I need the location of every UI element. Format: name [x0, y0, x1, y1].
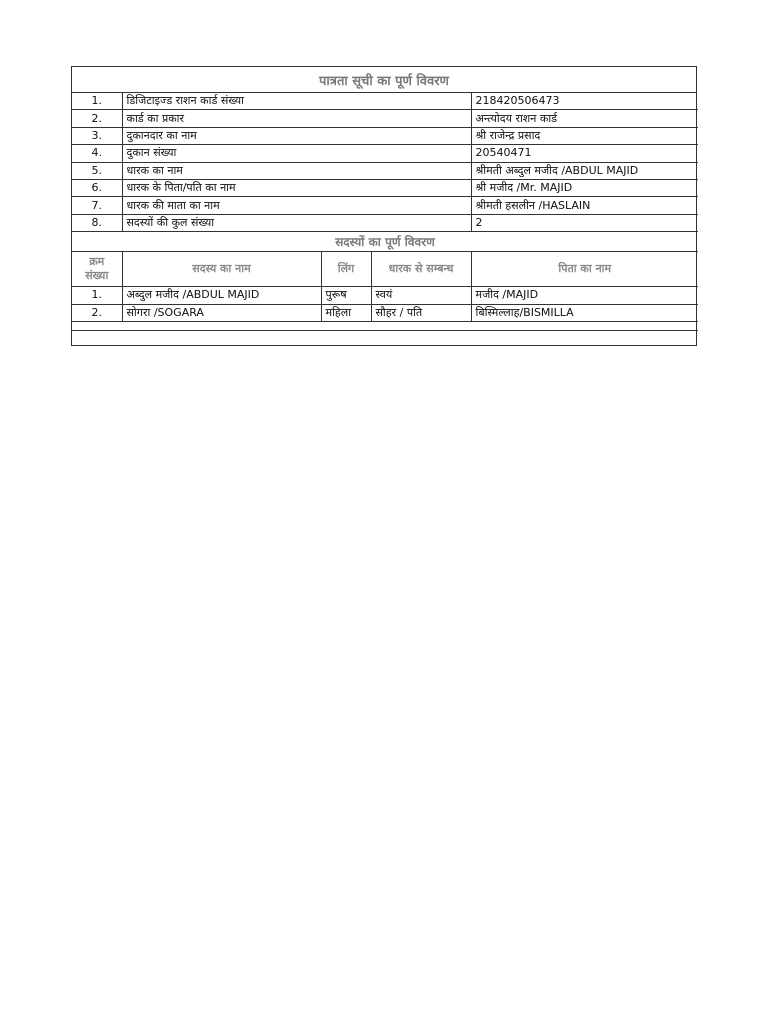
- header-member-name: सदस्य का नाम: [122, 252, 321, 287]
- detail-num: 5.: [72, 162, 122, 179]
- detail-num: 3.: [72, 127, 122, 144]
- detail-label: दुकानदार का नाम: [122, 127, 471, 144]
- detail-label: धारक के पिता/पति का नाम: [122, 179, 471, 196]
- detail-num: 4.: [72, 145, 122, 162]
- detail-row: [72, 93, 698, 110]
- detail-num: 8.: [72, 214, 122, 231]
- detail-value: श्री मजीद /Mr. MAJID: [471, 179, 698, 196]
- detail-label: धारक का नाम: [122, 162, 471, 179]
- members-header-row: [72, 252, 698, 287]
- detail-label: सदस्यों की कुल संख्या: [122, 214, 471, 231]
- detail-value: श्रीमती हसलीन /HASLAIN: [471, 197, 698, 214]
- members-section-row: [72, 232, 698, 252]
- member-num: 1.: [72, 287, 122, 304]
- detail-label: धारक की माता का नाम: [122, 197, 471, 214]
- detail-value: श्रीमती अब्दुल मजीद /ABDUL MAJID: [471, 162, 698, 179]
- blank-cell: [72, 321, 698, 330]
- detail-num: 1.: [72, 93, 122, 110]
- member-relation: सौहर / पति: [371, 304, 471, 321]
- detail-label: डिजिटाइज्ड राशन कार्ड संख्या: [122, 93, 471, 110]
- detail-value: श्री राजेन्द्र प्रसाद: [471, 127, 698, 144]
- member-name: अब्दुल मजीद /ABDUL MAJID: [122, 287, 321, 304]
- detail-value: 218420506473: [471, 93, 698, 110]
- member-gender: महिला: [321, 304, 371, 321]
- detail-value: अन्त्योदय राशन कार्ड: [471, 110, 698, 127]
- header-relation: धारक से सम्बन्ध: [371, 252, 471, 287]
- sheet-title: पात्रता सूची का पूर्ण विवरण: [72, 67, 696, 93]
- detail-value: 2: [471, 214, 698, 231]
- detail-row: [72, 197, 698, 214]
- detail-num: 2.: [72, 110, 122, 127]
- detail-num: 7.: [72, 197, 122, 214]
- member-name: सोगरा /SOGARA: [122, 304, 321, 321]
- details-table: [72, 93, 698, 345]
- member-row: [72, 304, 698, 321]
- member-row: [72, 287, 698, 304]
- blank-cell: [72, 330, 698, 345]
- blank-row: [72, 330, 698, 345]
- detail-row: [72, 162, 698, 179]
- member-father: मजीद /MAJID: [471, 287, 698, 304]
- member-relation: स्वयं: [371, 287, 471, 304]
- detail-num: 6.: [72, 179, 122, 196]
- header-father-name: पिता का नाम: [471, 252, 698, 287]
- detail-row: [72, 179, 698, 196]
- detail-row: [72, 127, 698, 144]
- detail-label: दुकान संख्या: [122, 145, 471, 162]
- eligibility-sheet: [71, 66, 697, 346]
- members-section-title: सदस्यों का पूर्ण विवरण: [72, 232, 698, 252]
- blank-row: [72, 321, 698, 330]
- detail-row: [72, 214, 698, 231]
- detail-value: 20540471: [471, 145, 698, 162]
- header-gender: लिंग: [321, 252, 371, 287]
- detail-row: [72, 145, 698, 162]
- member-num: 2.: [72, 304, 122, 321]
- member-father: बिस्मिल्लाह/BISMILLA: [471, 304, 698, 321]
- detail-label: कार्ड का प्रकार: [122, 110, 471, 127]
- detail-row: [72, 110, 698, 127]
- member-gender: पुरूष: [321, 287, 371, 304]
- header-serial: क्रम संख्या: [72, 252, 122, 287]
